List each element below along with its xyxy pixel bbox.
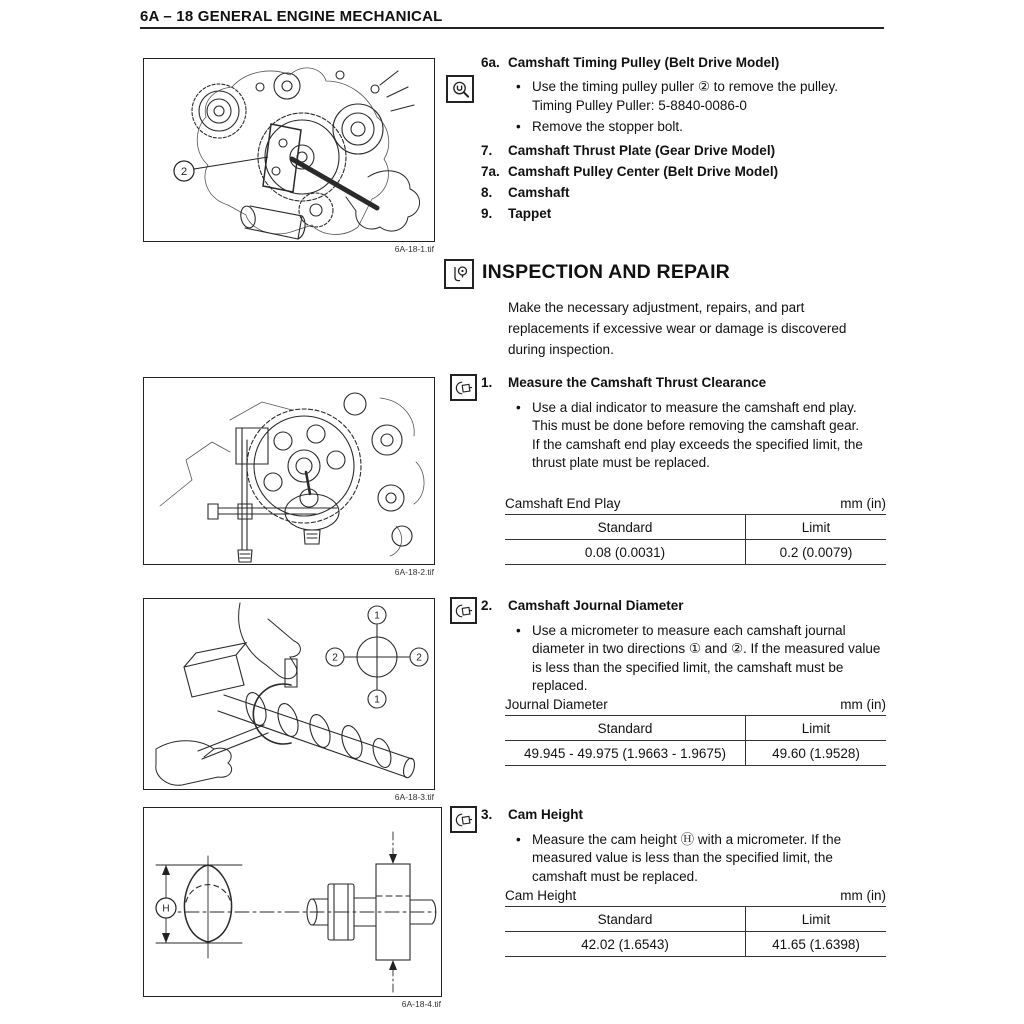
section-number: 1. [481, 375, 493, 390]
table-grid [505, 715, 886, 766]
figure-caption: 6A-18-4.tif [401, 999, 441, 1009]
bullet-text: Use a micrometer to measure each camshaft journal diameter in two directions ① and ②. If the measured value is less than the specified limit, the camshaft must be replaced. [532, 622, 881, 693]
figure-frame [143, 807, 442, 997]
item-title: Camshaft Thrust Plate (Gear Drive Model) [508, 143, 776, 158]
table-camshaft-end-play [505, 494, 886, 565]
svg-text:2: 2 [180, 166, 188, 178]
list-item-9 [481, 205, 888, 226]
list-item-8 [481, 184, 888, 205]
section-bullet [516, 831, 888, 887]
section-cam-height [481, 806, 888, 886]
table-cell: 49.945 - 49.975 (1.9663 - 1.9675) [524, 746, 726, 761]
section-number: 3. [481, 807, 493, 822]
section-bullet [516, 622, 888, 696]
section-paragraph: If the camshaft end play exceeds the specified limit, the thrust plate must be replaced. [532, 436, 863, 470]
bullet-marker: • [516, 831, 521, 847]
table-cell: 49.60 (1.9528) [745, 741, 886, 765]
inspection-icon [444, 259, 474, 289]
column-header: Standard [505, 515, 745, 540]
svg-text:2: 2 [332, 652, 338, 664]
table-caption: Camshaft End Play [505, 496, 621, 511]
list-item-7a [481, 163, 888, 184]
section-title: Camshaft Journal Diameter [508, 598, 684, 613]
callout-h [156, 898, 176, 918]
table-cam-height [505, 886, 886, 957]
table-cell: 0.08 (0.0031) [584, 545, 666, 560]
section-title: Cam Height [508, 807, 584, 822]
dial-indicator-illustration [144, 378, 436, 566]
table-caption: Journal Diameter [505, 697, 608, 712]
measure-icon [450, 806, 477, 833]
section-title: Measure the Camshaft Thrust Clearance [508, 375, 767, 390]
column-header: Limit [745, 515, 886, 540]
bullet-text: Use a dial indicator to measure the camshaft end play. [532, 399, 857, 415]
table-caption-row [505, 494, 886, 514]
list-item-7 [481, 142, 888, 163]
table-journal-diameter [505, 695, 886, 766]
micrometer-illustration [144, 599, 436, 791]
item-number: 6a. [481, 55, 500, 70]
page-header-title: 6A – 18 GENERAL ENGINE MECHANICAL [140, 8, 443, 25]
section-heading [481, 374, 888, 393]
column-header: Standard [505, 716, 745, 741]
special-tool-icon [446, 75, 474, 103]
table-cell: 42.02 (1.6543) [581, 937, 669, 952]
item-title: Tappet [508, 206, 552, 221]
bullet-marker: • [516, 399, 521, 415]
figure-caption: 6A-18-3.tif [394, 792, 434, 802]
svg-text:1: 1 [374, 610, 380, 622]
cam-height-diagram [144, 808, 443, 998]
item-title: Camshaft [508, 185, 570, 200]
measure-icon [450, 374, 477, 401]
inspection-heading: INSPECTION AND REPAIR [482, 261, 730, 283]
item-title: Camshaft Timing Pulley (Belt Drive Model) [508, 55, 780, 70]
section-number: 2. [481, 598, 493, 613]
section-journal-diameter [481, 597, 888, 696]
figure-frame [143, 377, 435, 565]
table-caption-row [505, 886, 886, 906]
inspection-intro: Make the necessary adjustment, repairs, and part replacements if excessive wear or damage is discovered during inspection. [508, 300, 847, 357]
bullet-marker: • [516, 119, 521, 134]
figure-frame [143, 58, 435, 242]
table-unit: mm (in) [840, 697, 886, 712]
figure-caption: 6A-18-1.tif [394, 244, 434, 254]
section-paragraph: This must be done before removing the camshaft gear. [532, 418, 860, 433]
tool-number-note: Timing Pulley Puller: 5-8840-0086-0 [532, 98, 747, 113]
item-number: 9. [481, 206, 493, 221]
parts-list [481, 54, 888, 226]
item-title: Camshaft Pulley Center (Belt Drive Model) [508, 164, 779, 179]
table-unit: mm (in) [840, 496, 886, 511]
svg-text:1: 1 [374, 694, 380, 706]
bullet-text: Remove the stopper bolt. [532, 119, 683, 134]
bullet-marker: • [516, 79, 521, 94]
table-caption-row [505, 695, 886, 715]
list-item [516, 78, 888, 97]
callout-2 [174, 157, 268, 181]
figure-dial-indicator [143, 377, 435, 577]
table-cell: 41.65 (1.6398) [745, 932, 886, 956]
section-heading [481, 597, 888, 616]
bullet-marker: • [516, 622, 521, 638]
bullet-text: Use the timing pulley puller ② to remove the pulley. [532, 79, 838, 94]
section-bullet [516, 399, 888, 418]
table-grid [505, 514, 886, 565]
section-thrust-clearance [481, 374, 888, 473]
figure-cam-height [143, 807, 442, 1009]
table-caption: Cam Height [505, 888, 577, 903]
section-heading [481, 806, 888, 825]
measure-icon [450, 597, 477, 624]
list-item [516, 118, 888, 140]
figure-frame [143, 598, 435, 790]
engine-puller-illustration [144, 59, 436, 243]
item-number: 8. [481, 185, 493, 200]
item-number: 7. [481, 143, 493, 158]
item-number: 7a. [481, 164, 500, 179]
table-cell: 0.2 (0.0079) [745, 540, 886, 564]
header-rule [140, 27, 884, 29]
column-header: Standard [505, 907, 745, 932]
table-grid [505, 906, 886, 957]
list-item-6a [481, 54, 888, 75]
table-unit: mm (in) [840, 888, 886, 903]
column-header: Limit [745, 716, 886, 741]
svg-text:2: 2 [416, 652, 422, 664]
svg-text:H: H [162, 903, 170, 915]
bullet-text: Measure the cam height Ⓗ with a micrometer. If the measured value is less than the specified limit, the camshaft must be replaced. [532, 831, 842, 884]
column-header: Limit [745, 907, 886, 932]
figure-caption: 6A-18-2.tif [394, 567, 434, 577]
figure-timing-pulley-puller [143, 58, 435, 254]
figure-micrometer-camshaft [143, 598, 435, 802]
